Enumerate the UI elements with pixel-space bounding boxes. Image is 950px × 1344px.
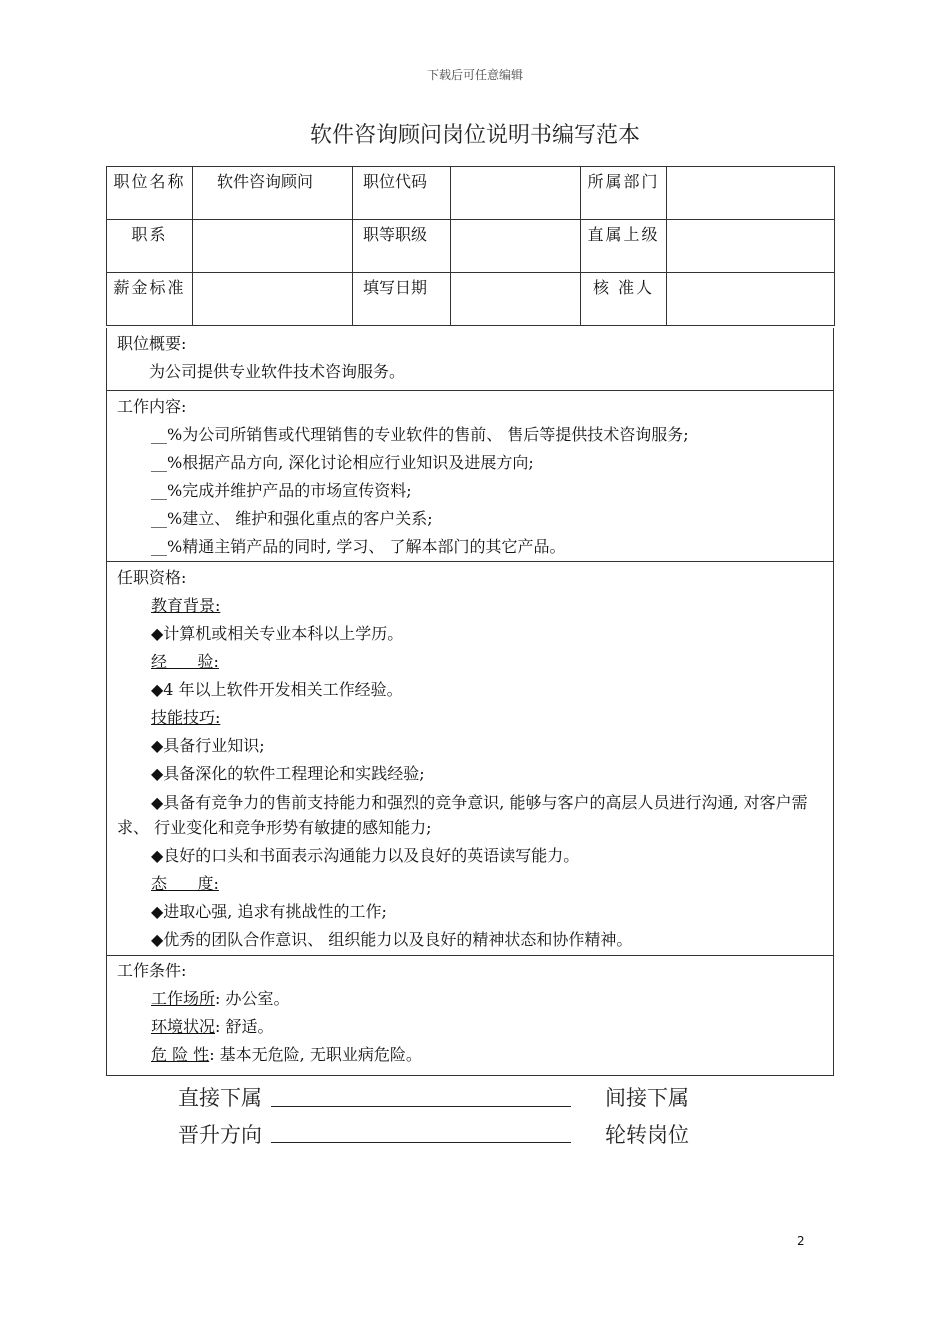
list-item: ◆良好的口头和书面表示沟通能力以及良好的英语读写能力。	[151, 846, 580, 865]
condition-risk	[107, 1041, 833, 1069]
value-salary	[193, 273, 353, 326]
summary-section	[106, 328, 834, 391]
value-job-family	[193, 220, 353, 273]
table-row	[107, 220, 835, 273]
value-fill-date	[451, 273, 581, 326]
value-department	[667, 167, 835, 220]
info-table	[106, 166, 835, 326]
label-position-code: 职位代码	[353, 167, 451, 220]
list-item: ◆具备深化的软件工程理论和实践经验;	[151, 764, 425, 783]
table-row	[107, 167, 835, 220]
place-value: : 办公室。	[215, 989, 290, 1008]
indirect-subordinate-label: 间接下属	[605, 1086, 689, 1110]
label-salary: 薪金标准	[107, 273, 193, 326]
value-approver	[667, 273, 835, 326]
summary-text: 为公司提供专业软件技术咨询服务。	[149, 362, 406, 381]
list-item: __%根据产品方向, 深化讨论相应行业知识及进展方向;	[151, 453, 534, 472]
education-label: 教育背景:	[151, 596, 221, 615]
header-note: 下载后可任意编辑	[426, 68, 523, 82]
experience-label: 经 验:	[151, 652, 219, 671]
value-grade	[451, 220, 581, 273]
list-item: __%为公司所销售或代理销售的专业软件的售前、 售后等提供技术咨询服务;	[151, 425, 689, 444]
section-heading: 工作内容:	[117, 397, 187, 416]
label-position-name: 职位名称	[107, 167, 193, 220]
environment-value: : 舒适。	[215, 1017, 274, 1036]
list-item: __%精通主销产品的同时, 学习、 了解本部门的其它产品。	[151, 537, 566, 556]
rotation-label: 轮转岗位	[605, 1123, 689, 1147]
subheading-attitude	[107, 870, 833, 898]
list-item: ◆具备行业知识;	[151, 736, 265, 755]
value-position-code	[451, 167, 581, 220]
condition-environment	[107, 1013, 833, 1041]
list-item: ◆进取心强, 追求有挑战性的工作;	[151, 902, 387, 921]
place-label: 工作场所	[151, 989, 216, 1008]
subheading-education	[107, 592, 833, 620]
section-heading: 职位概要:	[117, 334, 187, 353]
subheading-skills	[107, 704, 833, 732]
label-fill-date: 填写日期	[353, 273, 451, 326]
subheading-experience	[107, 648, 833, 676]
section-heading: 任职资格:	[117, 568, 187, 587]
label-department: 所属部门	[581, 167, 667, 220]
label-job-family: 职系	[107, 220, 193, 273]
table-row	[107, 273, 835, 326]
attitude-label: 态 度:	[151, 874, 219, 893]
list-item: __%建立、 维护和强化重点的客户关系;	[151, 509, 433, 528]
value-supervisor	[667, 220, 835, 273]
label-grade: 职等职级	[353, 220, 451, 273]
list-item: ◆4 年以上软件开发相关工作经验。	[151, 680, 403, 699]
document-title: 软件咨询顾问岗位说明书编写范本	[309, 123, 640, 148]
direct-subordinate-label: 直接下属	[178, 1086, 262, 1110]
list-item: ◆计算机或相关专业本科以上学历。	[151, 624, 404, 643]
promotion-line[interactable]	[271, 1142, 571, 1143]
list-item: ◆具备有竞争力的售前支持能力和强烈的竞争意识, 能够与客户的高层人员进行沟通, 对客户需求、 行业变化和竞争形势有敏捷的感知能力;	[117, 793, 808, 837]
duties-section	[106, 391, 834, 562]
label-supervisor: 直属上级	[581, 220, 667, 273]
promotion-label: 晋升方向	[178, 1123, 262, 1147]
qualifications-section	[106, 562, 834, 956]
conditions-section	[106, 955, 834, 1076]
risk-label: 危 险 性	[151, 1045, 210, 1064]
skills-label: 技能技巧:	[151, 708, 221, 727]
label-approver: 核 准人	[581, 273, 667, 326]
list-item: __%完成并维护产品的市场宣传资料;	[151, 481, 412, 500]
value-position-name: 软件咨询顾问	[193, 167, 353, 220]
list-item: ◆优秀的团队合作意识、 组织能力以及良好的精神状态和协作精神。	[151, 930, 633, 949]
risk-value: : 基本无危险, 无职业病危险。	[209, 1045, 422, 1064]
page-number: 2	[797, 1234, 805, 1248]
section-heading: 工作条件:	[117, 961, 187, 980]
environment-label: 环境状况	[151, 1017, 216, 1036]
direct-subordinate-line[interactable]	[271, 1106, 571, 1107]
condition-place	[107, 985, 833, 1013]
